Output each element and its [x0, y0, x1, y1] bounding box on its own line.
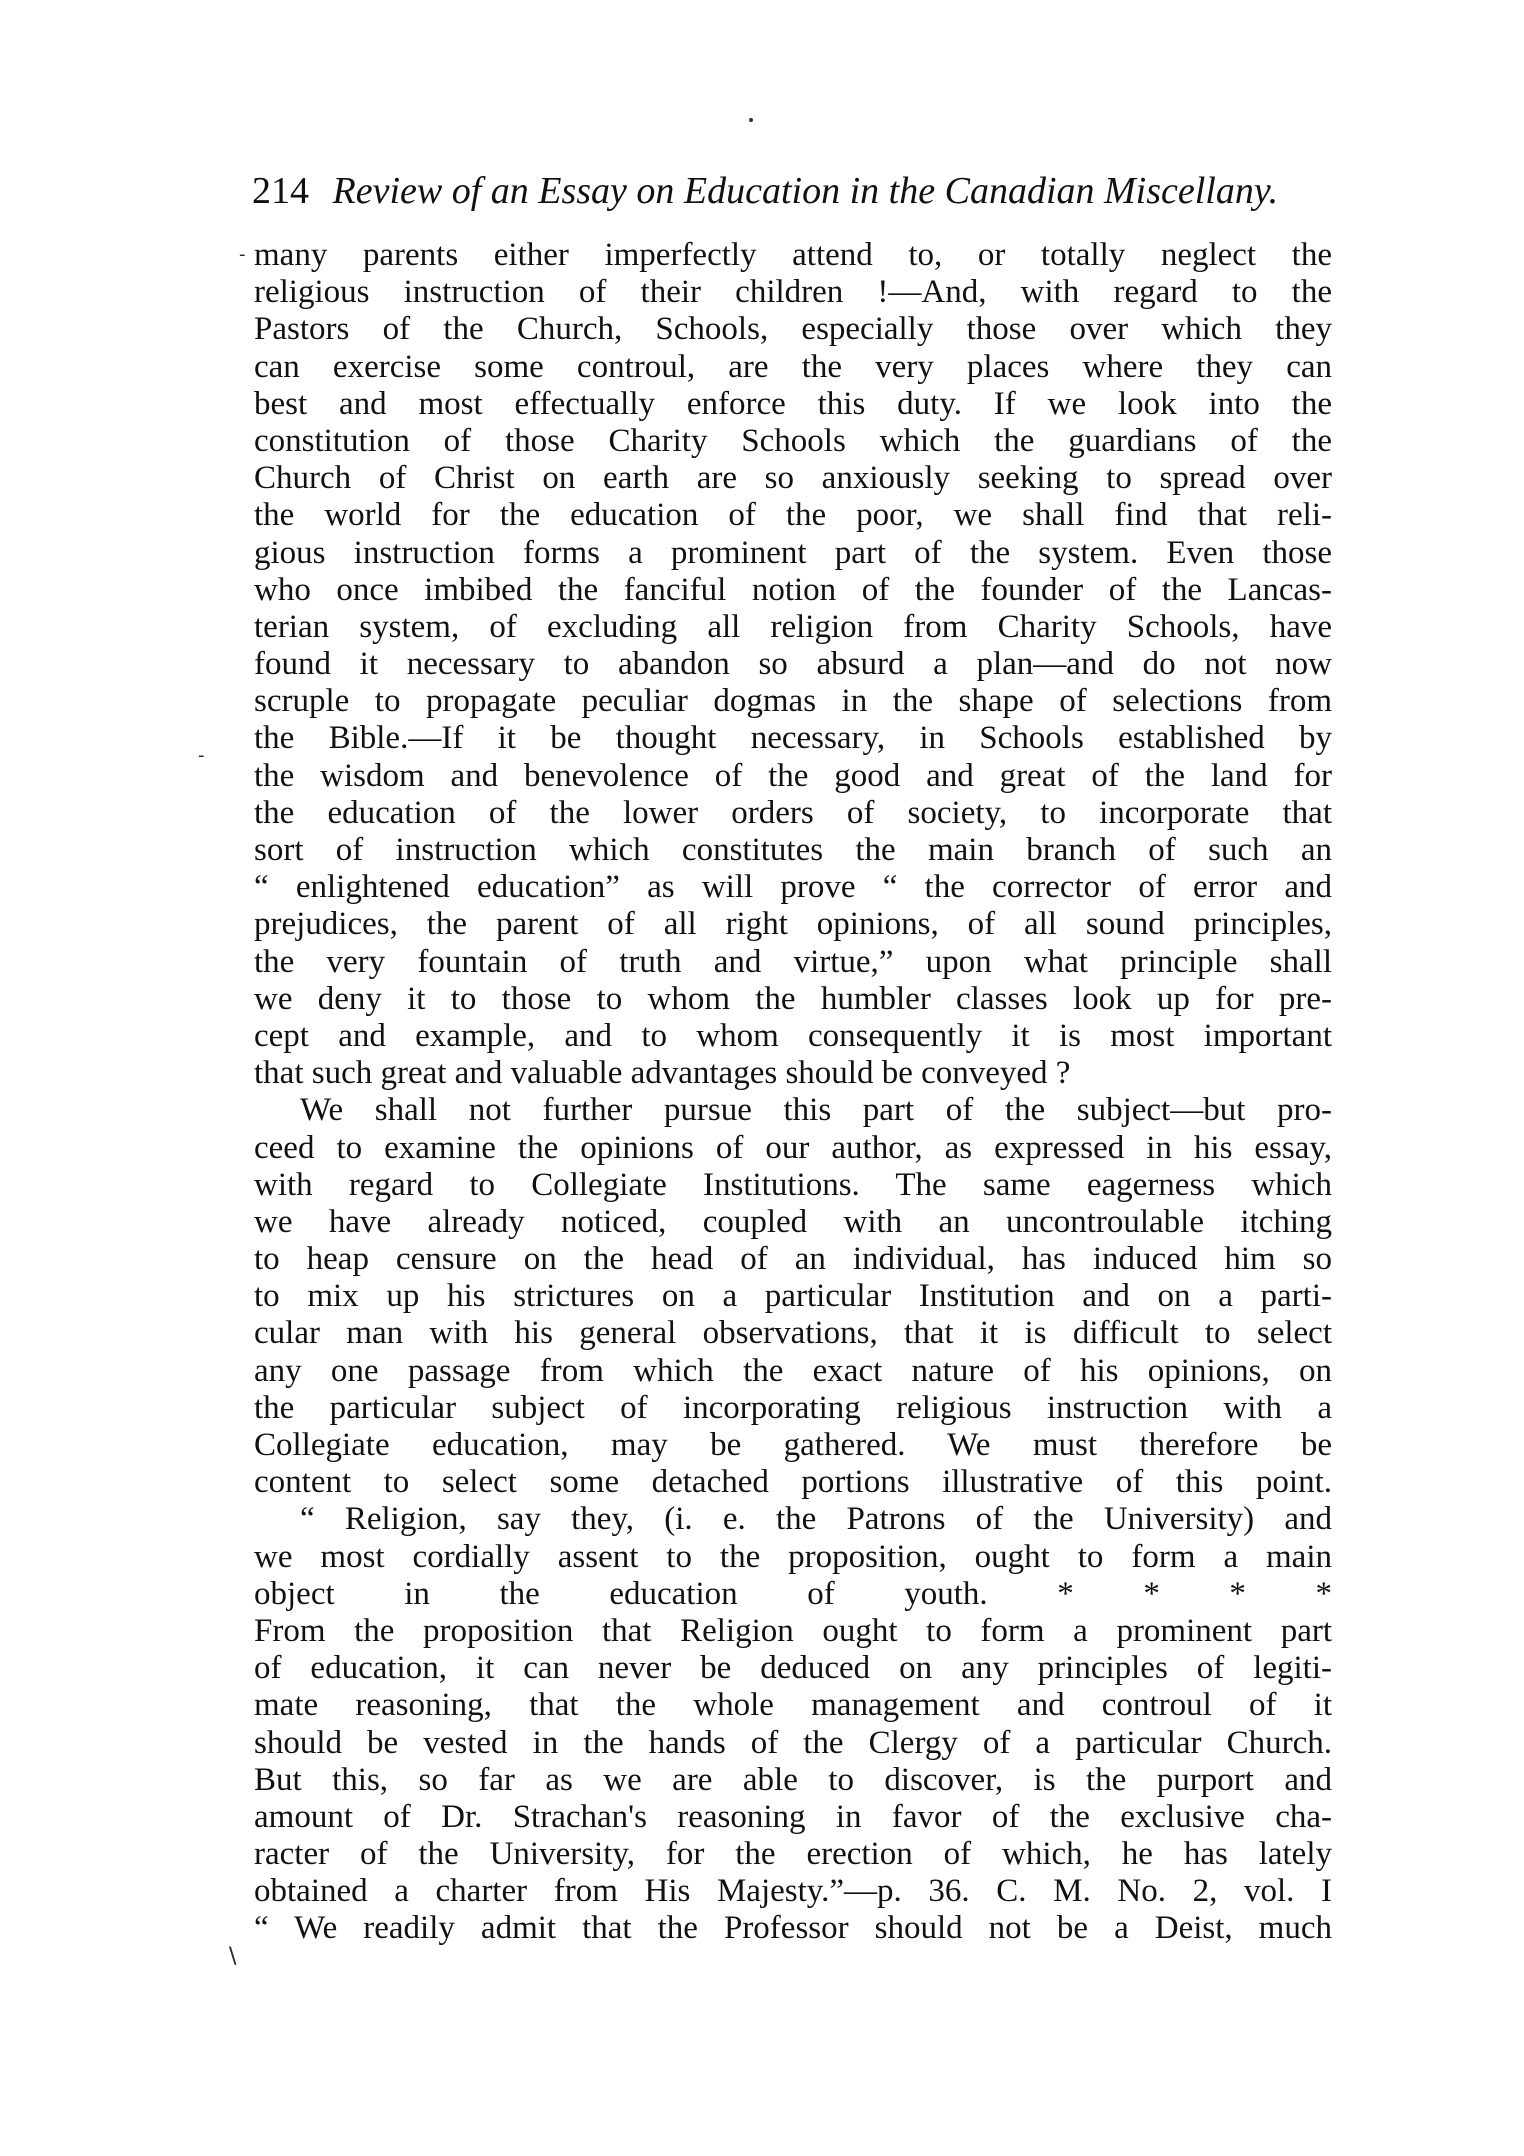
text-line: Church of Christ on earth are so anxiously seeking to spread over	[254, 460, 1332, 497]
margin-mark: \	[229, 1944, 237, 1969]
text-line: gious instruction forms a prominent part of the system. Even those	[254, 534, 1332, 571]
text-line: of education, it can never be deduced on any principles of legiti-	[254, 1650, 1332, 1687]
text-line: found it necessary to abandon so absurd a plan—and do not now	[254, 646, 1332, 683]
text-line: prejudices, the parent of all right opinions, of all sound principles,	[254, 906, 1332, 943]
text-line: cular man with his general observations, that it is difficult to select	[254, 1315, 1332, 1352]
text-line: object in the education of youth. * * * *	[254, 1575, 1332, 1612]
running-title: Review of an Essay on Education in the Canadian Miscellany.	[332, 170, 1279, 212]
text-line: Pastors of the Church, Schools, especially those over which they	[254, 311, 1332, 348]
text-line: mate reasoning, that the whole management and controul of it	[254, 1687, 1332, 1724]
text-line: “ We readily admit that the Professor should not be a Deist, much	[254, 1910, 1332, 1947]
text-line: with regard to Collegiate Institutions. The same eagerness which	[254, 1166, 1332, 1203]
text-line: to heap censure on the head of an individual, has induced him so	[254, 1241, 1332, 1278]
text-line: terian system, of excluding all religion from Charity Schools, have	[254, 608, 1332, 645]
ink-speck	[749, 118, 753, 122]
text-line: who once imbibed the fanciful notion of the founder of the Lancas-	[254, 571, 1332, 608]
text-line: religious instruction of their children !—And, with regard to the	[254, 274, 1332, 311]
text-line: to mix up his strictures on a particular Institution and on a parti-	[254, 1278, 1332, 1315]
margin-mark: -	[239, 244, 246, 265]
text-line: From the proposition that Religion ought to form a prominent part	[254, 1612, 1332, 1649]
text-line: amount of Dr. Strachan's reasoning in favor of the exclusive cha-	[254, 1798, 1332, 1835]
text-line: ceed to examine the opinions of our author, as expressed in his essay,	[254, 1129, 1332, 1166]
text-line: many parents either imperfectly attend to, or totally neglect the	[254, 237, 1332, 273]
text-line: cept and example, and to whom consequently it is most important	[254, 1017, 1332, 1054]
text-line: we have already noticed, coupled with an uncontroulable itching	[254, 1203, 1332, 1240]
text-line: racter of the University, for the erection of which, he has lately	[254, 1836, 1332, 1873]
text-line: the world for the education of the poor, we shall find that reli-	[254, 497, 1332, 534]
running-head	[252, 163, 1352, 219]
text-line: constitution of those Charity Schools which the guardians of the	[254, 422, 1332, 459]
text-line: the very fountain of truth and virtue,” upon what principle shall	[254, 943, 1332, 980]
text-line: sort of instruction which constitutes the main branch of such an	[254, 832, 1332, 868]
text-line: “ enlightened education” as will prove “ the corrector of error and	[254, 869, 1332, 906]
text-line: the education of the lower orders of society, to incorporate that	[254, 794, 1332, 831]
text-line: should be vested in the hands of the Clergy of a particular Church.	[254, 1724, 1332, 1761]
text-line: scruple to propagate peculiar dogmas in the shape of selections from	[254, 683, 1332, 720]
text-line: we most cordially assent to the proposition, ought to form a main	[254, 1538, 1332, 1575]
text-line: any one passage from which the exact nature of his opinions, on	[254, 1352, 1332, 1389]
text-line: the particular subject of incorporating religious instruction with a	[254, 1389, 1332, 1426]
page-number: 214	[252, 170, 309, 212]
text-line: can exercise some controul, are the very places where they can	[254, 348, 1332, 385]
text-line: content to select some detached portions illustrative of this point.	[254, 1464, 1332, 1501]
body-text	[254, 237, 1332, 1948]
text-line: But this, so far as we are able to discover, is the purport and	[254, 1761, 1332, 1798]
text-line: the wisdom and benevolence of the good and great of the land for	[254, 757, 1332, 794]
text-line: We shall not further pursue this part of the subject—but pro-	[300, 1092, 1332, 1129]
text-line: obtained a charter from His Majesty.”—p. 36. C. M. No. 2, vol. I	[254, 1873, 1332, 1910]
text-line: the Bible.—If it be thought necessary, in Schools established by	[254, 720, 1332, 757]
text-line: “ Religion, say they, (i. e. the Patrons of the University) and	[300, 1501, 1332, 1538]
text-line: Collegiate education, may be gathered. We must therefore be	[254, 1427, 1332, 1463]
text-line: we deny it to those to whom the humbler classes look up for pre-	[254, 980, 1332, 1017]
margin-mark: -	[198, 745, 205, 766]
text-line: best and most effectually enforce this duty. If we look into the	[254, 385, 1332, 422]
text-line: that such great and valuable advantages should be conveyed ?	[254, 1055, 1071, 1092]
